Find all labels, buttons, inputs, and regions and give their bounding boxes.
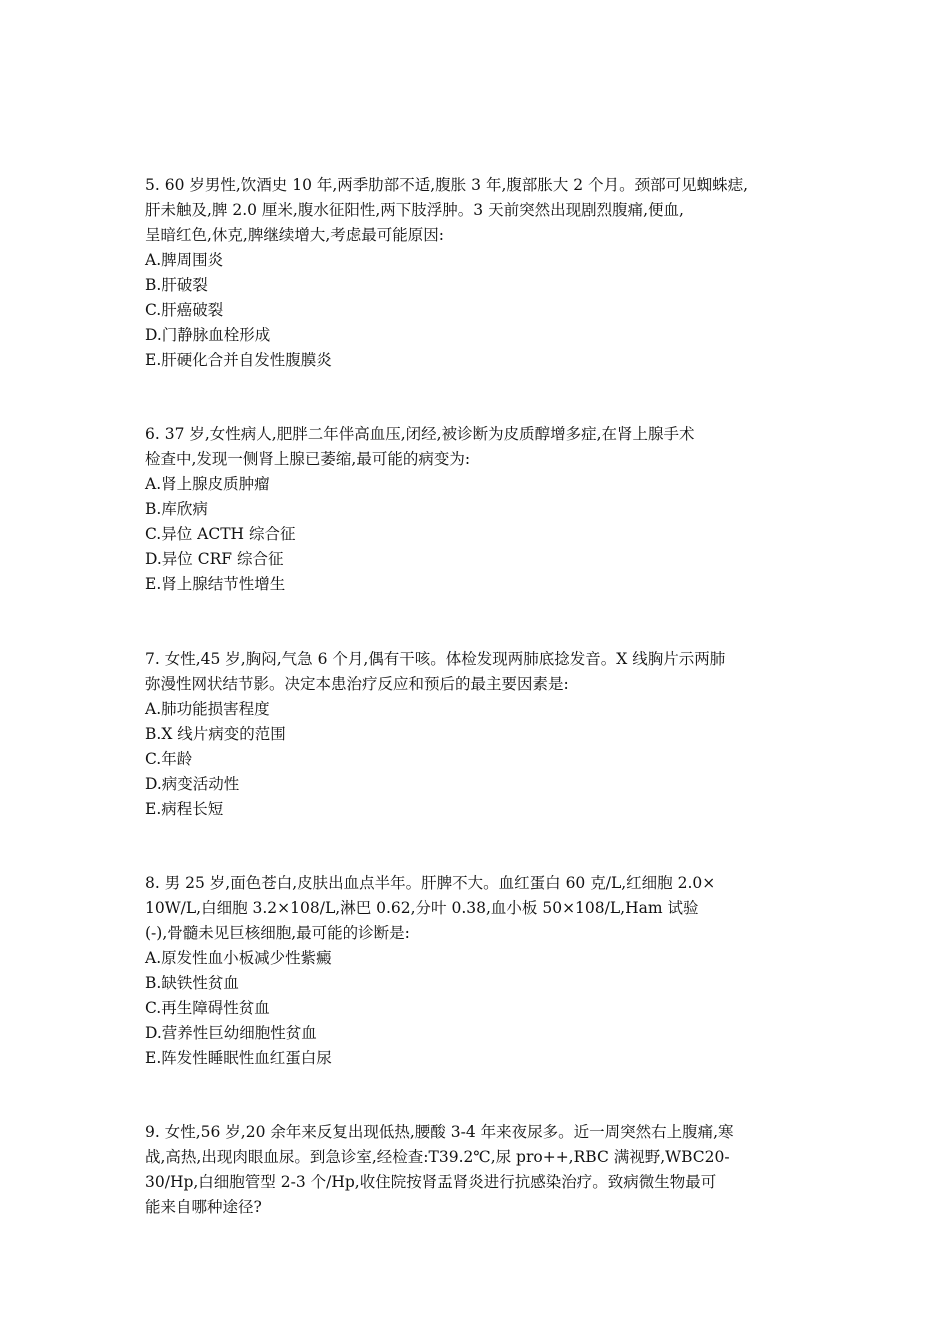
option-a: A.肺功能损害程度 <box>145 700 270 718</box>
question-stem-line: 30/Hp,白细胞管型 2-3 个/Hp,收住院按肾盂肾炎进行抗感染治疗。致病微生物最可 <box>145 1173 717 1191</box>
question-stem-line: 检查中,发现一侧肾上腺已萎缩,最可能的病变为: <box>145 450 471 468</box>
question-8 <box>145 871 785 1071</box>
option-c: C.年龄 <box>145 750 193 768</box>
question-stem-line: 8. 男 25 岁,面色苍白,皮肤出血点半年。肝脾不大。血红蛋白 60 克/L,红细胞 2.0× <box>145 874 716 892</box>
question-stem-line: 9. 女性,56 岁,20 余年来反复出现低热,腰酸 3-4 年来夜尿多。近一周突然右上腹痛,寒 <box>145 1123 734 1141</box>
option-e: E.病程长短 <box>145 800 224 818</box>
question-stem-line: 能来自哪种途径? <box>145 1198 262 1216</box>
option-d: D.营养性巨幼细胞性贫血 <box>145 1024 317 1042</box>
option-d: D.异位 CRF 综合征 <box>145 550 284 568</box>
option-e: E.阵发性睡眠性血红蛋白尿 <box>145 1049 332 1067</box>
option-d: D.病变活动性 <box>145 775 240 793</box>
question-stem-line: 5. 60 岁男性,饮酒史 10 年,两季肋部不适,腹胀 3 年,腹部胀大 2 个月。颈部可见蜘蛛痣, <box>145 176 749 194</box>
question-stem-line: 10W/L,白细胞 3.2×108/L,淋巴 0.62,分叶 0.38,血小板 50×108/L,Ham 试验 <box>145 899 699 917</box>
option-a: A.肾上腺皮质肿瘤 <box>145 475 270 493</box>
question-stem-line: 呈暗红色,休克,脾继续增大,考虑最可能原因: <box>145 226 445 244</box>
question-stem-line: (-),骨髓未见巨核细胞,最可能的诊断是: <box>145 924 410 942</box>
question-5 <box>145 173 785 373</box>
option-a: A.脾周围炎 <box>145 251 224 269</box>
option-b: B.缺铁性贫血 <box>145 974 239 992</box>
option-e: E.肝硬化合并自发性腹膜炎 <box>145 351 332 369</box>
option-e: E.肾上腺结节性增生 <box>145 575 286 593</box>
option-c: C.肝癌破裂 <box>145 301 224 319</box>
question-stem-line: 肝未触及,脾 2.0 厘米,腹水征阳性,两下肢浮肿。3 天前突然出现剧烈腹痛,便血, <box>145 201 684 219</box>
question-stem-line: 6. 37 岁,女性病人,肥胖二年伴高血压,闭经,被诊断为皮质醇增多症,在肾上腺手术 <box>145 425 695 443</box>
option-b: B.库欣病 <box>145 500 208 518</box>
option-b: B.X 线片病变的范围 <box>145 725 286 743</box>
option-c: C.再生障碍性贫血 <box>145 999 270 1017</box>
question-7 <box>145 647 785 822</box>
question-9 <box>145 1120 785 1220</box>
question-stem-line: 弥漫性网状结节影。决定本患治疗反应和预后的最主要因素是: <box>145 675 569 693</box>
question-stem-line: 7. 女性,45 岁,胸闷,气急 6 个月,偶有干咳。体检发现两肺底捻发音。X 线胸片示两肺 <box>145 650 726 668</box>
option-a: A.原发性血小板减少性紫癜 <box>145 949 332 967</box>
question-stem-line: 战,高热,出现肉眼血尿。到急诊室,经检查:T39.2℃,尿 pro++,RBC 满视野,WBC20- <box>145 1148 730 1166</box>
option-b: B.肝破裂 <box>145 276 208 294</box>
option-d: D.门静脉血栓形成 <box>145 326 271 344</box>
question-6 <box>145 422 785 597</box>
option-c: C.异位 ACTH 综合征 <box>145 525 296 543</box>
